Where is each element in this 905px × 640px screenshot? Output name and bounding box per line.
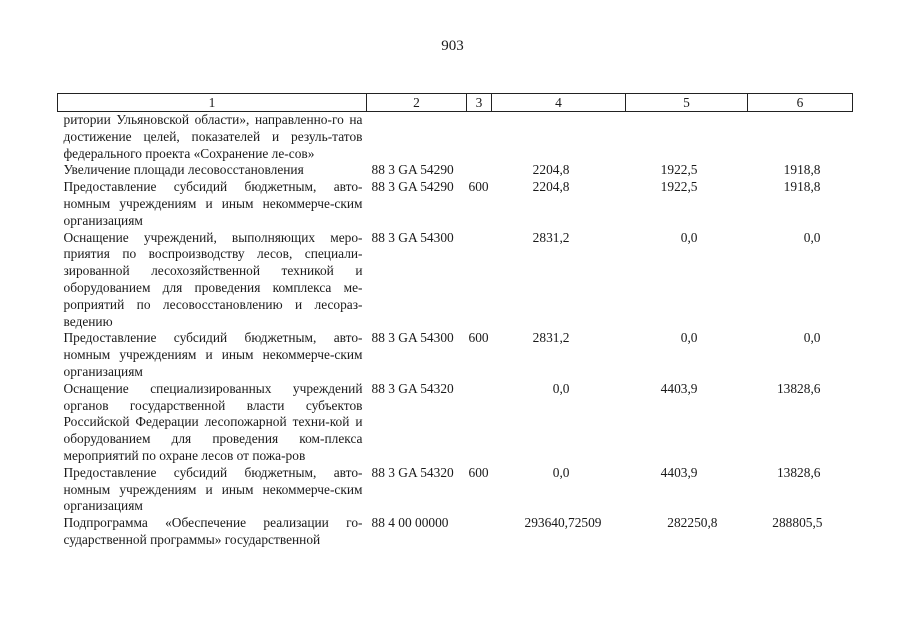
- row-name: Предоставление субсидий бюджетным, авто-номным учреждениям и иным некоммерче-ским организациям: [63, 179, 363, 228]
- row-target-code: 88 3 GA 54300: [371, 330, 454, 346]
- budget-table: [57, 93, 853, 549]
- row-value-year2: 282250,8: [667, 515, 718, 531]
- row-value-year1: 0,0: [552, 380, 570, 396]
- row-value-year1: 2831,2: [532, 229, 570, 245]
- header-row: [58, 94, 853, 112]
- row-value-year2: 1922,5: [660, 162, 698, 178]
- row-value-year1: 0,0: [552, 464, 570, 480]
- table-row: [58, 230, 853, 331]
- row-name: Оснащение специализированных учреждений органов государственной власти субъектов Российской Федерации лесопожарной техни-кой и оборудованием для проведения ком-плекса мероприятий по охране лесов от пожа-ров: [63, 380, 363, 463]
- row-value-year2: 1922,5: [660, 179, 698, 195]
- row-expense-type: [467, 381, 492, 465]
- table-row: [58, 162, 853, 179]
- row-name: Предоставление субсидий бюджетным, авто-номным учреждениям и иным некоммерче-ским организациям: [63, 330, 363, 379]
- row-expense-type: 600: [468, 330, 489, 346]
- row-expense-type: 600: [468, 179, 489, 195]
- row-target-code: 88 3 GA 54290: [371, 162, 454, 178]
- row-target-code: 88 3 GA 54320: [371, 380, 454, 396]
- row-target-code: 88 3 GA 54320: [371, 464, 454, 480]
- row-value-year3: 288805,5: [772, 515, 823, 531]
- table-row: [58, 112, 853, 163]
- row-value-year2: [626, 112, 748, 163]
- row-value-year1: 2204,8: [532, 162, 570, 178]
- row-name: Подпрограмма «Обеспечение реализации го-сударственной программы» государственной: [63, 515, 363, 547]
- row-target-code: 88 3 GA 54300: [371, 229, 454, 245]
- row-name: Увеличение площади лесовосстановления: [63, 162, 304, 178]
- row-value-year3: 13828,6: [776, 380, 821, 396]
- page-number: 903: [441, 38, 464, 54]
- row-value-year2: 0,0: [680, 330, 698, 346]
- row-expense-type: [467, 112, 492, 163]
- row-value-year1: 2204,8: [532, 179, 570, 195]
- table-row: [58, 381, 853, 465]
- row-value-year3: 1918,8: [783, 162, 821, 178]
- table-row: [58, 330, 853, 380]
- row-value-year1: 293640,72509: [524, 515, 602, 531]
- column-header-4: 4: [492, 94, 626, 112]
- row-expense-type: [467, 515, 492, 549]
- row-target-code: [367, 112, 467, 163]
- row-expense-type: [467, 162, 492, 179]
- column-header-6: 6: [748, 94, 853, 112]
- row-value-year1: 2831,2: [532, 330, 570, 346]
- table-body: [58, 112, 853, 549]
- table-header: [58, 94, 853, 112]
- table-row: [58, 179, 853, 229]
- row-value-year3: 0,0: [803, 330, 821, 346]
- column-header-2: 2: [367, 94, 467, 112]
- row-value-year3: [748, 112, 853, 163]
- row-target-code: 88 4 00 00000: [371, 515, 449, 531]
- row-value-year2: 4403,9: [660, 464, 698, 480]
- row-value-year2: 4403,9: [660, 380, 698, 396]
- column-header-3: 3: [467, 94, 492, 112]
- row-value-year2: 0,0: [680, 229, 698, 245]
- column-header-5: 5: [626, 94, 748, 112]
- row-name: ритории Ульяновской области», направленно-го на достижение целей, показателей и резуль-татов федерального проекта «Сохранение ле-сов»: [63, 112, 363, 161]
- column-header-1: 1: [58, 94, 367, 112]
- row-target-code: 88 3 GA 54290: [371, 179, 454, 195]
- row-name: Предоставление субсидий бюджетным, авто-номным учреждениям и иным некоммерче-ским организациям: [63, 464, 363, 514]
- row-name: Оснащение учреждений, выполняющих меро-приятия по воспроизводству лесов, специали-зированной лесохозяйственной техникой и оборудованием для проведения комплекса ме-роприятий по лесовосстановлению и лесораз-ведению: [63, 229, 363, 329]
- row-expense-type: 600: [468, 464, 489, 480]
- row-value-year3: 0,0: [803, 229, 821, 245]
- row-expense-type: [467, 230, 492, 331]
- row-value-year1: [492, 112, 626, 163]
- row-value-year3: 1918,8: [783, 179, 821, 195]
- table-row: [58, 465, 853, 515]
- row-value-year3: 13828,6: [776, 464, 821, 480]
- table-row: [58, 515, 853, 549]
